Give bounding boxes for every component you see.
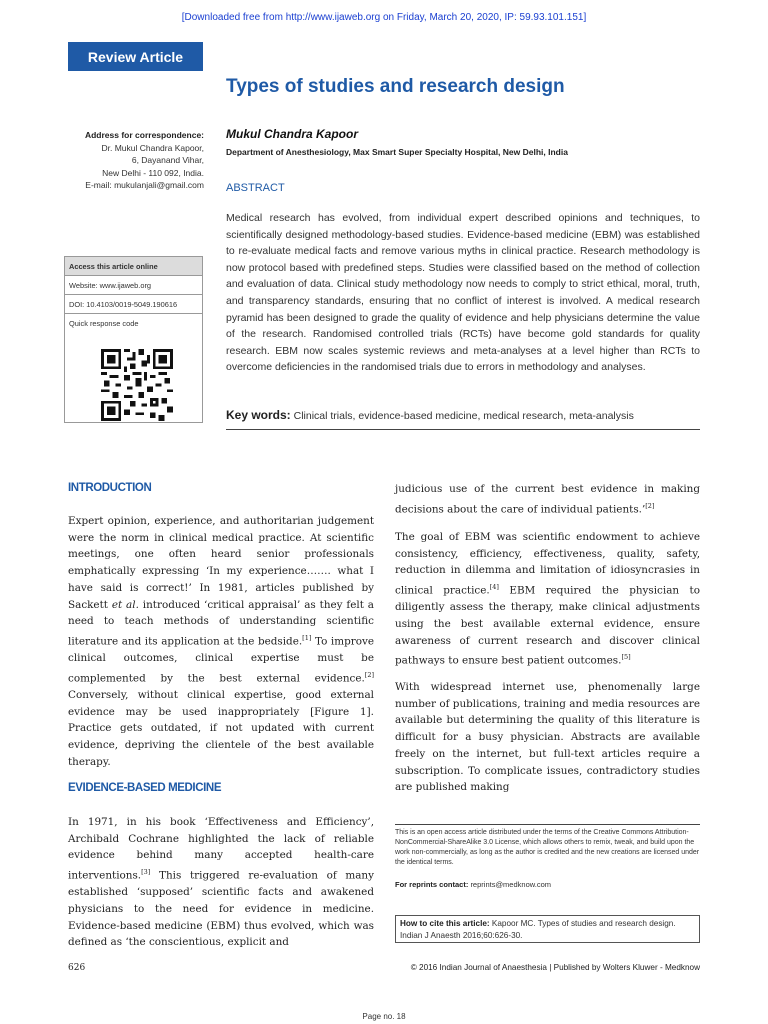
author-department: Department of Anesthesiology, Max Smart Super Specialty Hospital, New Delhi, India (226, 147, 568, 157)
page-number: 626 (68, 963, 86, 973)
right-paragraph-2: The goal of EBM was scientific endowment to achieve consistency, efficiency, effectiveness, quality, safety, reduction in dilemma and limitation of idiosyncrasies in clinical practice.[4] EBM required the physician to diligently assess the therapy, make clinical adjustments using the best available external evidence, ensure awareness of current research and discover clinical pathways to ensure best patient outcomes.[5] (395, 531, 700, 667)
access-online-box (64, 256, 203, 423)
address-line: New Delhi - 110 092, India. (102, 167, 204, 178)
right-paragraph-3: With widespread internet use, phenomenally large number of publications, training and media resources are available but determining the quality of this literature is difficult for a busy physician. Abstracts are available freely on the internet, but full-text articles require a subscription. To complicate issues, contradictory studies are published making (395, 681, 700, 794)
reprints-email[interactable]: reprints@medknow.com (470, 880, 551, 889)
ebm-heading: EVIDENCE-BASED MEDICINE (68, 782, 222, 794)
qr-code-icon[interactable] (101, 349, 173, 421)
footnote-divider (395, 824, 700, 825)
access-doi[interactable]: DOI: 10.4103/0019-5049.190616 (65, 295, 202, 314)
citation-ref[interactable]: [1] (302, 633, 312, 642)
how-to-cite-box: How to cite this article: Kapoor MC. Types of studies and research design. Indian J Anaesth 2016;60:626-30. (395, 915, 700, 943)
introduction-heading: INTRODUCTION (68, 482, 152, 494)
review-article-badge: Review Article (68, 42, 203, 71)
keywords-label: Key words: (226, 408, 291, 422)
citation-ref[interactable]: [5] (621, 653, 631, 662)
address-email: E-mail: mukulanjali@gmail.com (85, 179, 204, 190)
address-label: Address for correspondence: (84, 130, 204, 140)
address-line: Dr. Mukul Chandra Kapoor, (101, 143, 204, 153)
introduction-paragraph: Expert opinion, experience, and authoritarian judgement were the norm in clinical medical practice. At scientific meetings, one often heard senior professionals emphatically expressing ‘In my experience……. what I have said is correct!’ In 1981, articles published by Sackett et al. introduced ‘critical appraisal’ as they felt a need to teach methods of understanding scientific literature and its application at the bedside.[1] To improve clinical outcomes, clinical expertise must be complemented by the best external evidence.[2] Conversely, without clinical expertise, good external evidence may be used inappropriately [Figure 1]. Practice gets outdated, if not updated with current evidence, depriving the clientele of the best available therapy. (68, 515, 375, 768)
address-line: 6, Dayanand Vihar, (131, 155, 204, 166)
citation-ref[interactable]: [3] (141, 868, 151, 877)
reprints-contact: For reprints contact: reprints@medknow.com (395, 880, 551, 889)
citation-ref[interactable]: [2] (364, 670, 374, 679)
access-heading: Access this article online (65, 257, 202, 276)
access-website[interactable]: Website: www.ijaweb.org (65, 276, 202, 295)
citation-ref[interactable]: [2] (645, 501, 655, 510)
abstract-text: Medical research has evolved, from individual expert described opinions and techniques, to scientifically designed methodology-based studies. Evidence-based medicine (EBM) was established to re-evaluate medical facts and remove various myths in clinical practice. Research methodology is now protocol based with predefined steps. Studies were classified based on the method of collection and evaluation of data. Clinical study methodology now needs to comply to strict ethical, moral, truth, and transparency standards, ensuring that no conflict of interest is involved. A medical research pyramid has been designed to grade the quality of evidence and help physicians determine the value of the research. Randomised controlled trials (RCTs) have become gold standards for quality research. EBM now scales systemic reviews and meta-analyses at a level higher than RCTs to overcome deficiencies in the randomised trials due to errors in methodology and analyses. (226, 212, 700, 374)
page-no-label: Page no. 18 (362, 1012, 406, 1021)
abstract-heading: ABSTRACT (226, 182, 285, 194)
keywords-line (226, 408, 634, 422)
article-title: Types of studies and research design (226, 76, 565, 97)
right-paragraph-1: judicious use of the current best evidence in making decisions about the care of individual patients.’[2] (395, 483, 700, 516)
keywords-divider (226, 429, 700, 430)
ebm-paragraph: In 1971, in his book ‘Effectiveness and Efficiency’, Archibald Cochrane highlighted the lack of reliable evidence behind many accepted health-care interventions.[3] This triggered re-evaluation of many established ‘supposed’ scientific facts and awakened physicians to the need for evidence in medicine. Evidence-based medicine (EBM) thus evolved, which was defined as ‘the conscientious, explicit and (68, 816, 374, 949)
download-banner: [Downloaded free from http://www.ijaweb.org on Friday, March 20, 2020, IP: 59.93.101.151] (181, 12, 587, 23)
journal-footer: © 2016 Indian Journal of Anaesthesia | Published by Wolters Kluwer - Medknow (410, 963, 700, 972)
author-name: Mukul Chandra Kapoor (226, 127, 359, 141)
keywords-text: Clinical trials, evidence-based medicine, medical research, meta-analysis (293, 410, 634, 422)
license-note: This is an open access article distributed under the terms of the Creative Commons Attribution-NonCommercial-ShareAlike 3.0 License, which allows others to remix, tweak, and build upon the work non-commercially, as long as the author is credited and the new creations are licensed under the identical terms. (395, 829, 700, 866)
citation-ref[interactable]: [4] (489, 583, 499, 592)
address-block (85, 142, 204, 191)
qr-label: Quick response code (69, 319, 139, 328)
